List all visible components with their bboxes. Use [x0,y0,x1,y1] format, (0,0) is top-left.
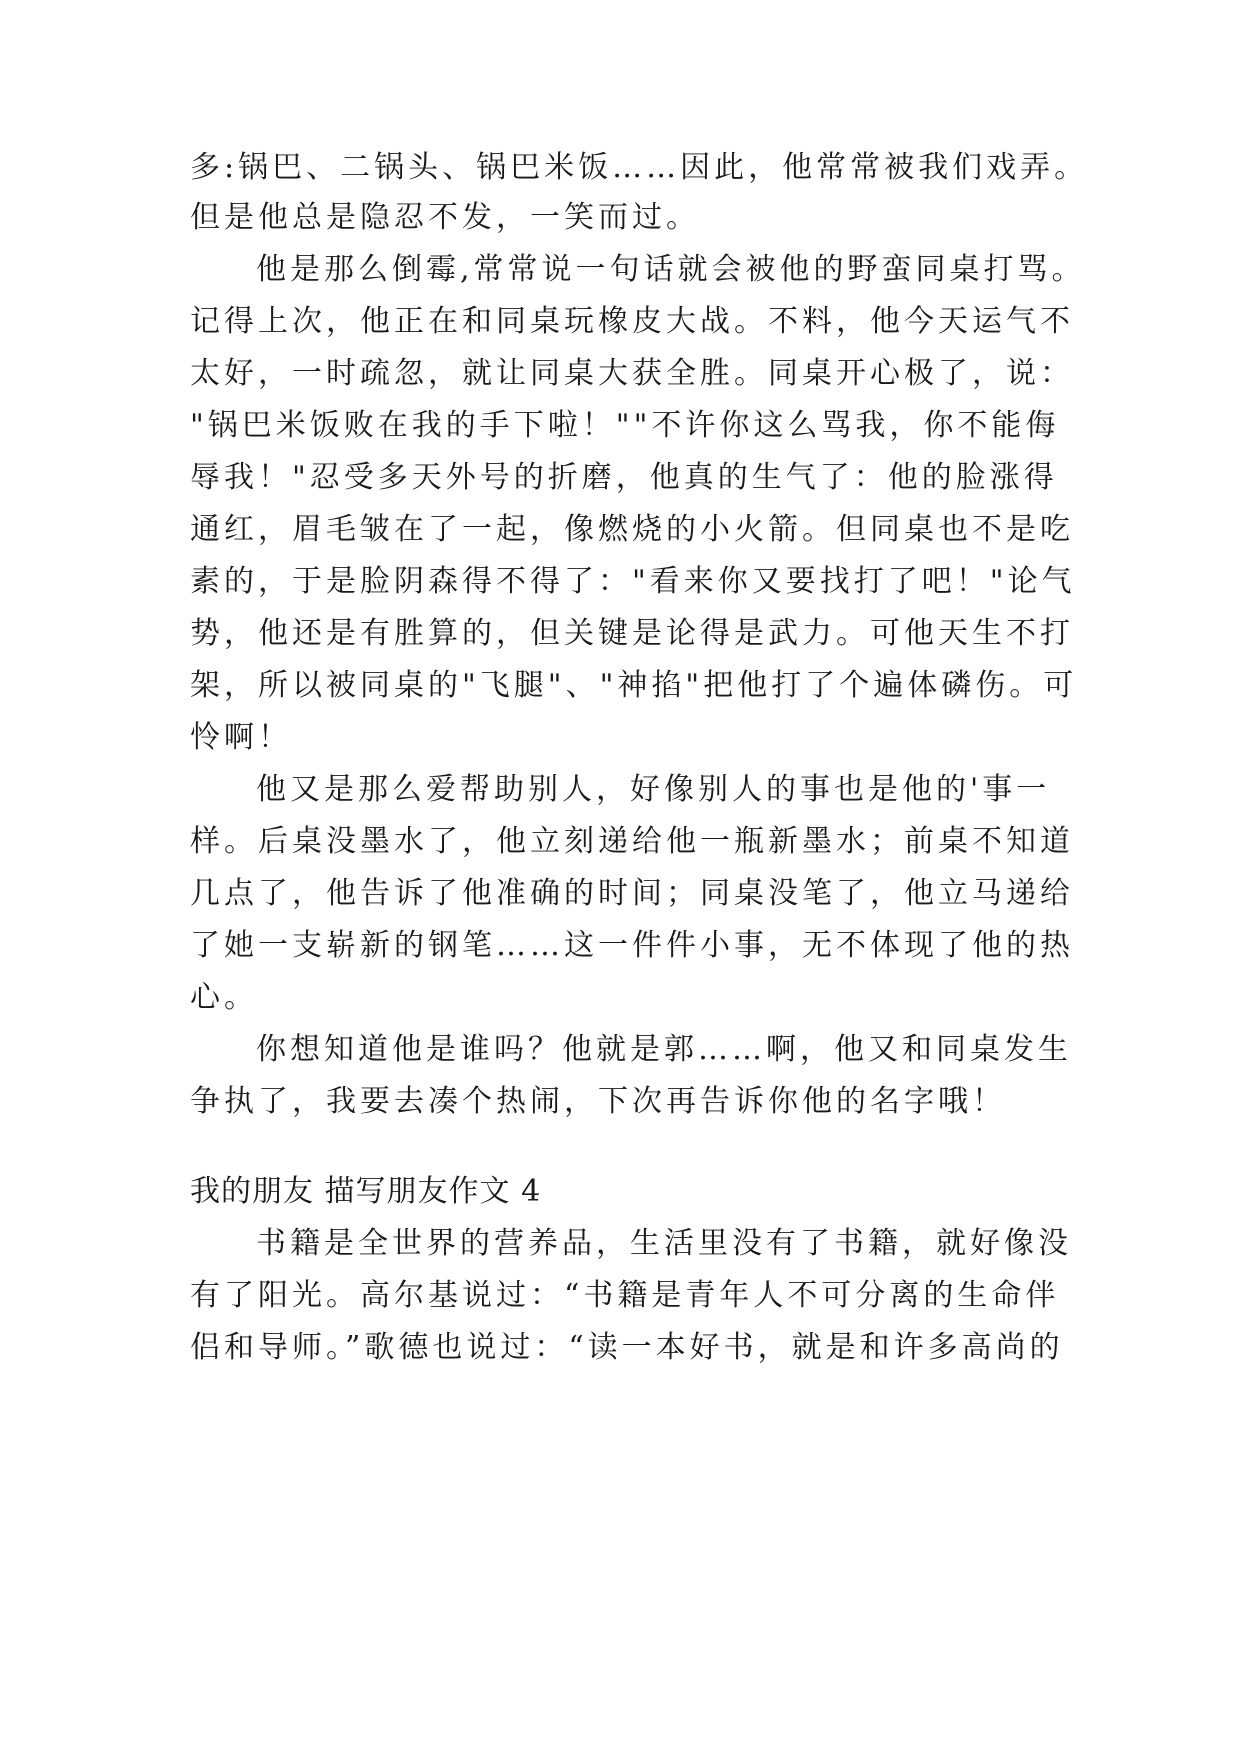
text-line: 但是他总是隐忍不发，一笑而过。 [190,200,700,235]
text-line: 争执了，我要去凑个热闹，下次再告诉你他的名字哦！ [190,1084,1006,1119]
text-line: 了她一支崭新的钢笔……这一件件小事，无不体现了他的热 [190,928,1074,963]
text-line: 怜啊！ [190,720,292,755]
text-line: 样。后桌没墨水了，他立刻递给他一瓶新墨水；前桌不知道 [190,824,1074,859]
section-heading: 我的朋友 描写朋友作文 4 [190,1174,542,1209]
paragraph-first-line: 书籍是全世界的营养品，生活里没有了书籍，就好像没 [256,1226,1072,1261]
text-line: 有了阳光。高尔基说过：“书籍是青年人不可分离的生命伴 [190,1278,1060,1313]
text-line: 多:锅巴、二锅头、锅巴米饭……因此，他常常被我们戏弄。 [190,150,1089,185]
text-line: 记得上次，他正在和同桌玩橡皮大战。不料，他今天运气不 [190,304,1074,339]
text-line: 太好，一时疏忽，就让同桌大获全胜。同桌开心极了，说： [190,356,1074,391]
text-line: 素的，于是脸阴森得不得了："看来你又要找打了吧！"论气 [190,564,1076,599]
text-line: 侣和导师。”歌德也说过：“读一本好书，就是和许多高尚的 [190,1330,1064,1365]
text-line: 几点了，他告诉了他准确的时间；同桌没笔了，他立马递给 [190,876,1074,911]
paragraph-first-line: 他又是那么爱帮助别人，好像别人的事也是他的'事一 [256,772,1051,807]
text-line: 架，所以被同桌的"飞腿"、"神掐"把他打了个遍体磷伤。可 [190,668,1078,703]
text-line: 辱我！"忍受多天外号的折磨，他真的生气了：他的脸涨得 [190,460,1058,495]
paragraph-first-line: 他是那么倒霉,常常说一句话就会被他的野蛮同桌打骂。 [256,252,1086,287]
text-line: 势，他还是有胜算的，但关键是论得是武力。可他天生不打 [190,616,1074,651]
text-line: "锅巴米饭败在我的手下啦！""不许你这么骂我，你不能侮 [190,408,1060,443]
text-line: 心。 [190,980,258,1015]
paragraph-first-line: 你想知道他是谁吗？他就是郭……啊，他又和同桌发生 [256,1032,1072,1067]
text-line: 通红，眉毛皱在了一起，像燃烧的小火箭。但同桌也不是吃 [190,512,1074,547]
